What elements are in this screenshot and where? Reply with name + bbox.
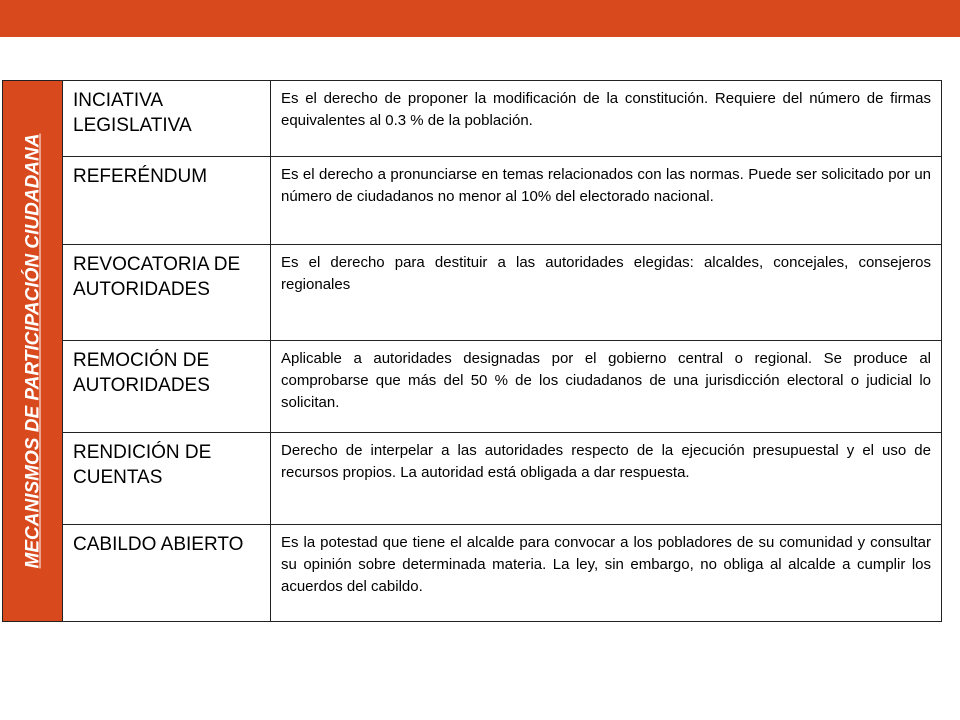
table-row bbox=[63, 245, 941, 341]
mechanisms-table bbox=[2, 80, 942, 622]
table-row bbox=[63, 81, 941, 157]
description-cell: Es el derecho a pronunciarse en temas relacionados con las normas. Puede ser solicitado por un número de ciudadanos no menor al 10% del electorado nacional. bbox=[281, 166, 931, 205]
table-row bbox=[63, 433, 941, 525]
term-cell: REMOCIÓN DE AUTORIDADES bbox=[63, 341, 271, 432]
table-row bbox=[63, 341, 941, 433]
table-rows bbox=[63, 81, 941, 621]
side-header-label: MECANISMOS DE PARTICIPACIÓN CIUDADANA bbox=[22, 133, 43, 569]
side-header bbox=[3, 81, 63, 621]
term-cell: REVOCATORIA DE AUTORIDADES bbox=[63, 245, 271, 340]
term-cell: REFERÉNDUM bbox=[63, 157, 271, 244]
description-cell: Es la potestad que tiene el alcalde para convocar a los pobladores de su comunidad y consultar su opinión sobre determinada materia. La ley, sin embargo, no obliga al alcalde a cumplir los acuerdos del cabildo. bbox=[281, 534, 931, 595]
header-bar bbox=[0, 0, 960, 37]
term-cell: CABILDO ABIERTO bbox=[63, 525, 271, 621]
term-cell: INCIATIVA LEGISLATIVA bbox=[63, 81, 271, 156]
table-row bbox=[63, 157, 941, 245]
table-row bbox=[63, 525, 941, 621]
description-cell: Derecho de interpelar a las autoridades respecto de la ejecución presupuestal y el uso de recursos propios. La autoridad está obligada a dar respuesta. bbox=[281, 442, 931, 481]
description-cell: Es el derecho de proponer la modificación de la constitución. Requiere del número de firmas equivalentes al 0.3 % de la población. bbox=[281, 90, 931, 129]
term-cell: RENDICIÓN DE CUENTAS bbox=[63, 433, 271, 524]
description-cell: Aplicable a autoridades designadas por el gobierno central o regional. Se produce al comprobarse que más del 50 % de los ciudadanos de una jurisdicción electoral o judicial lo solicitan. bbox=[281, 350, 931, 411]
description-cell: Es el derecho para destituir a las autoridades elegidas: alcaldes, concejales, consejeros regionales bbox=[281, 254, 931, 293]
